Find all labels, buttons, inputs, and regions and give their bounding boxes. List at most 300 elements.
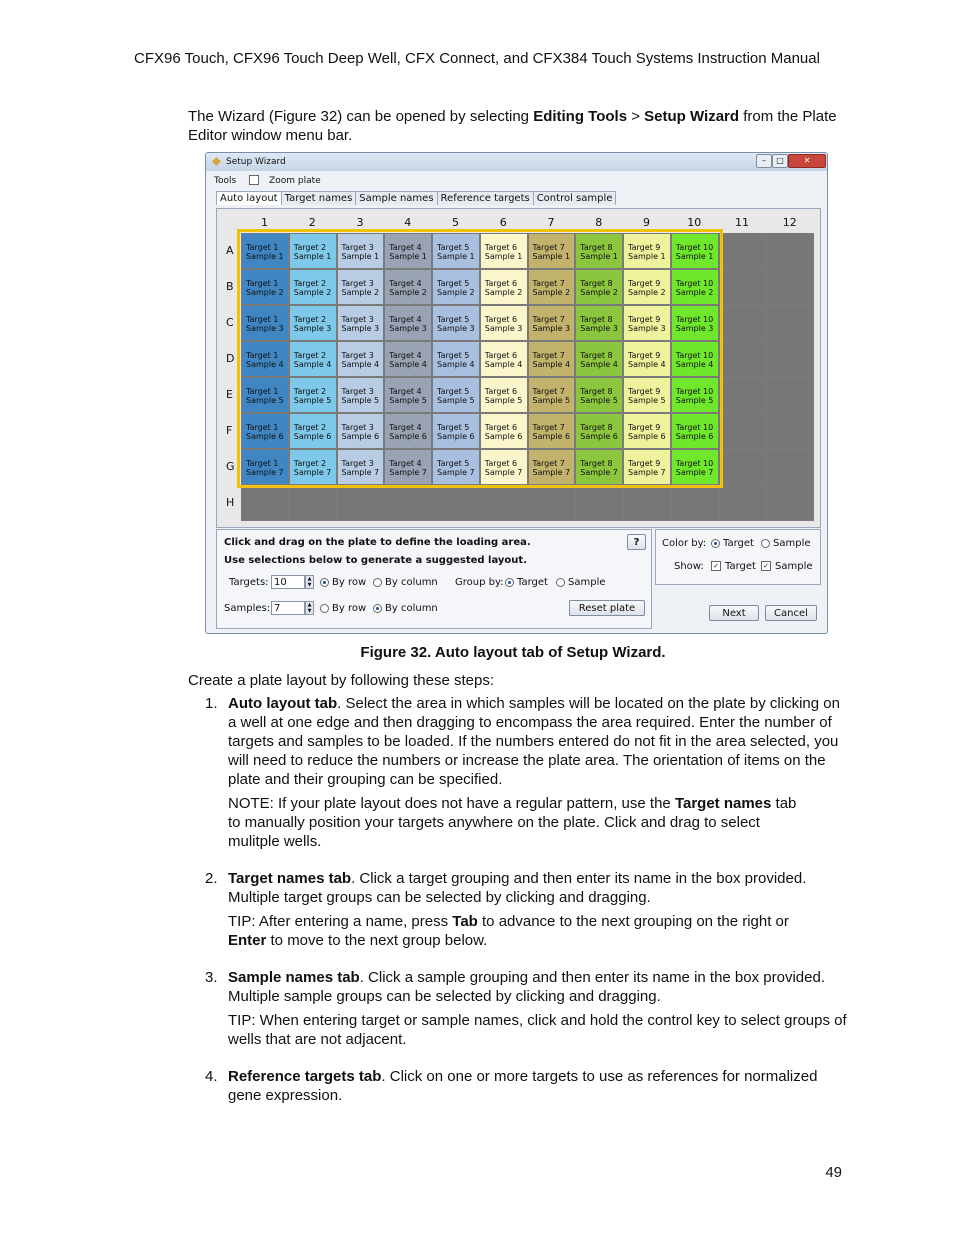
samples-spinner[interactable]: ▲ ▼ xyxy=(305,601,314,615)
plate-well-empty[interactable] xyxy=(529,486,575,520)
plate-well[interactable] xyxy=(672,342,718,376)
step-text xyxy=(228,968,848,1006)
list-item xyxy=(188,869,848,950)
well-sample-label: Sample 7 xyxy=(675,468,714,477)
intro-text: from the Plate Editor window menu bar. xyxy=(188,108,837,144)
plate-well[interactable] xyxy=(672,270,718,304)
well-sample-label: Sample 4 xyxy=(341,360,380,369)
plate-well-empty[interactable] xyxy=(720,270,766,304)
target-label: Target xyxy=(723,538,754,549)
well-target-label: Target 2 xyxy=(293,351,327,360)
well-target-label: Target 6 xyxy=(484,423,518,432)
by-column-label: By column xyxy=(385,577,438,588)
plate-well[interactable] xyxy=(529,414,575,448)
plate-well[interactable] xyxy=(290,270,336,304)
well-target-label: Target 4 xyxy=(389,315,422,324)
well-sample-label: Sample 4 xyxy=(675,360,714,369)
row-header[interactable]: C xyxy=(226,316,234,329)
instruction-line-1: Click and drag on the plate to define the loading area. xyxy=(224,537,531,548)
note-bold: Target names xyxy=(674,795,772,812)
plate-well[interactable] xyxy=(481,306,527,340)
plate-well[interactable] xyxy=(481,378,527,412)
checkbox-checked-icon[interactable]: ✓ xyxy=(711,561,721,571)
row-header[interactable]: G xyxy=(226,460,235,473)
well-target-label: Target 7 xyxy=(532,279,565,288)
well-sample-label: Sample 2 xyxy=(580,288,618,297)
radio-icon[interactable] xyxy=(320,604,329,613)
well-target-label: Target 6 xyxy=(484,459,518,468)
plate-well[interactable] xyxy=(624,234,670,268)
plate-well-empty[interactable] xyxy=(481,486,527,520)
plate-well-empty[interactable] xyxy=(720,450,766,484)
tab-control-sample[interactable]: Control sample xyxy=(533,191,617,205)
well-target-label: Target 5 xyxy=(437,387,470,396)
radio-icon[interactable] xyxy=(373,578,382,587)
checkbox-icon[interactable] xyxy=(249,175,259,185)
sample-label: Sample xyxy=(568,577,606,588)
plate-well[interactable] xyxy=(576,414,622,448)
well-target-label: Target 7 xyxy=(532,315,565,324)
plate-well-empty[interactable] xyxy=(576,486,622,520)
sample-label: Sample xyxy=(775,561,813,572)
column-header[interactable]: 5 xyxy=(452,216,459,229)
tip-text: to advance to the next grouping on the right or xyxy=(477,913,789,930)
minimize-button[interactable]: – xyxy=(756,154,772,168)
well-target-label: Target 10 xyxy=(675,351,714,360)
menu-bar xyxy=(214,175,341,186)
well-sample-label: Sample 7 xyxy=(246,468,284,477)
well-target-label: Target 3 xyxy=(341,387,374,396)
well-sample-label: Sample 4 xyxy=(532,360,571,369)
well-target-label: Target 1 xyxy=(246,459,279,468)
plate-well[interactable] xyxy=(481,234,527,268)
plate-well[interactable] xyxy=(290,450,336,484)
well-target-label: Target 8 xyxy=(580,459,613,468)
radio-selected-icon[interactable] xyxy=(711,539,720,548)
step-tip: TIP: When entering target or sample names, click and hold the control key to select groups of wells that are not adjacent. xyxy=(228,1012,847,1048)
plate-well-empty[interactable] xyxy=(720,342,766,376)
tab-sample-names[interactable]: Sample names xyxy=(355,191,437,205)
radio-icon[interactable] xyxy=(556,578,565,587)
plate-well-empty[interactable] xyxy=(767,378,813,412)
step-title: Reference targets tab xyxy=(228,1068,382,1085)
well-target-label: Target 2 xyxy=(293,315,327,324)
well-sample-label: Sample 2 xyxy=(389,288,427,297)
plate-well[interactable] xyxy=(242,270,288,304)
column-header[interactable]: 11 xyxy=(735,216,749,229)
well-sample-label: Sample 6 xyxy=(293,432,332,441)
well-sample-label: Sample 4 xyxy=(246,360,284,369)
note-text: tab to manually position your targets anywhere on the plate. Click and drag to select mulitple wells. xyxy=(228,795,797,850)
well-sample-label: Sample 3 xyxy=(437,324,475,333)
well-sample-label: Sample 6 xyxy=(580,432,618,441)
show-label: Show: xyxy=(674,561,704,572)
tab-reference-targets[interactable]: Reference targets xyxy=(437,191,534,205)
well-sample-label: Sample 1 xyxy=(532,252,571,261)
plate-well[interactable] xyxy=(576,450,622,484)
well-sample-label: Sample 7 xyxy=(341,468,380,477)
zoom-plate-checkbox[interactable] xyxy=(249,176,331,186)
plate-well-empty[interactable] xyxy=(767,450,813,484)
intro-bold-editing-tools: Editing Tools xyxy=(533,108,628,125)
well-target-label: Target 8 xyxy=(580,423,613,432)
well-sample-label: Sample 7 xyxy=(437,468,475,477)
plate-well[interactable] xyxy=(385,378,431,412)
well-target-label: Target 2 xyxy=(293,243,327,252)
plate-well[interactable] xyxy=(242,342,288,376)
plate-well[interactable] xyxy=(529,234,575,268)
well-target-label: Target 10 xyxy=(675,387,714,396)
note-text: NOTE: If your plate layout does not have a regular pattern, use the xyxy=(228,795,675,812)
well-sample-label: Sample 1 xyxy=(246,252,284,261)
well-target-label: Target 9 xyxy=(628,279,661,288)
plate-well[interactable] xyxy=(481,270,527,304)
well-sample-label: Sample 7 xyxy=(484,468,523,477)
plate-well[interactable] xyxy=(672,306,718,340)
menu-tools[interactable]: Tools xyxy=(214,175,237,186)
radio-icon[interactable] xyxy=(761,539,770,548)
plate-well[interactable] xyxy=(338,450,384,484)
row-header[interactable]: D xyxy=(226,352,235,365)
samples-label: Samples: xyxy=(224,603,271,614)
page-number: 49 xyxy=(825,1164,842,1181)
well-target-label: Target 10 xyxy=(675,243,714,252)
well-target-label: Target 10 xyxy=(675,279,714,288)
column-header[interactable]: 12 xyxy=(782,216,797,229)
samples-input[interactable]: 7 xyxy=(271,601,305,615)
well-sample-label: Sample 1 xyxy=(293,252,332,261)
well-sample-label: Sample 6 xyxy=(532,432,571,441)
well-sample-label: Sample 6 xyxy=(437,432,475,441)
plate-well[interactable] xyxy=(433,234,479,268)
column-header[interactable]: 6 xyxy=(499,216,507,229)
well-target-label: Target 4 xyxy=(389,459,422,468)
by-column-label: By column xyxy=(385,603,438,614)
step-title: Sample names tab xyxy=(228,969,360,986)
well-target-label: Target 1 xyxy=(246,423,279,432)
well-sample-label: Sample 1 xyxy=(341,252,380,261)
group-by-target-radio[interactable] xyxy=(505,577,548,588)
plate-well[interactable] xyxy=(433,270,479,304)
next-button[interactable]: Next xyxy=(709,605,759,621)
tab-strip xyxy=(216,191,615,205)
plate-well-empty[interactable] xyxy=(720,234,766,268)
well-target-label: Target 2 xyxy=(293,387,327,396)
tab-target-names[interactable]: Target names xyxy=(281,191,357,205)
well-sample-label: Sample 2 xyxy=(341,288,380,297)
samples-by-column-radio[interactable] xyxy=(373,603,438,614)
plate-well[interactable] xyxy=(672,234,718,268)
targets-input[interactable]: 10 xyxy=(271,575,305,589)
display-options-panel xyxy=(655,529,821,585)
well-target-label: Target 4 xyxy=(389,243,422,252)
plate-well[interactable] xyxy=(385,306,431,340)
plate-well[interactable] xyxy=(576,306,622,340)
plate-well[interactable] xyxy=(338,342,384,376)
radio-selected-icon[interactable] xyxy=(373,604,382,613)
targets-label: Targets: xyxy=(229,577,269,588)
plate-well[interactable] xyxy=(433,414,479,448)
column-header[interactable]: 8 xyxy=(595,216,603,229)
column-header[interactable]: 2 xyxy=(308,216,316,229)
plate-well[interactable] xyxy=(338,234,384,268)
plate-well[interactable] xyxy=(242,378,288,412)
well-sample-label: Sample 5 xyxy=(532,396,571,405)
plate-well[interactable] xyxy=(624,450,670,484)
plate-well-empty[interactable] xyxy=(767,486,813,520)
target-label: Target xyxy=(725,561,756,572)
plate-well[interactable] xyxy=(672,378,718,412)
plate-well[interactable] xyxy=(576,270,622,304)
plate-well-empty[interactable] xyxy=(338,486,384,520)
plate-well[interactable] xyxy=(338,270,384,304)
well-target-label: Target 5 xyxy=(437,279,470,288)
plate-well[interactable] xyxy=(576,234,622,268)
setup-wizard-window xyxy=(205,152,828,634)
step-note xyxy=(228,794,803,851)
plate-well[interactable] xyxy=(529,306,575,340)
cancel-button[interactable]: Cancel xyxy=(765,605,817,621)
plate-well[interactable] xyxy=(385,234,431,268)
plate-well-empty[interactable] xyxy=(624,486,670,520)
plate-well-empty[interactable] xyxy=(385,486,431,520)
checkbox-checked-icon[interactable]: ✓ xyxy=(761,561,771,571)
show-sample-checkbox[interactable] xyxy=(761,561,813,572)
plate-well-empty[interactable] xyxy=(720,486,766,520)
well-target-label: Target 8 xyxy=(580,351,613,360)
row-header[interactable]: B xyxy=(226,280,234,293)
well-target-label: Target 10 xyxy=(675,423,714,432)
plate-well[interactable] xyxy=(290,306,336,340)
well-target-label: Target 6 xyxy=(484,387,518,396)
well-target-label: Target 5 xyxy=(437,423,470,432)
well-sample-label: Sample 4 xyxy=(389,360,427,369)
plate-well-empty[interactable] xyxy=(720,378,766,412)
list-item xyxy=(188,1067,848,1105)
plate-well[interactable] xyxy=(242,414,288,448)
well-sample-label: Sample 3 xyxy=(532,324,571,333)
color-by-sample-radio[interactable] xyxy=(761,538,811,549)
radio-selected-icon[interactable] xyxy=(505,578,514,587)
plate-well[interactable] xyxy=(624,414,670,448)
plate-well-empty[interactable] xyxy=(767,306,813,340)
plate-well[interactable] xyxy=(433,378,479,412)
well-sample-label: Sample 2 xyxy=(484,288,523,297)
group-by-sample-radio[interactable] xyxy=(556,577,606,588)
plate-well[interactable] xyxy=(672,414,718,448)
well-target-label: Target 8 xyxy=(580,243,613,252)
show-target-checkbox[interactable] xyxy=(711,561,756,572)
plate-well[interactable] xyxy=(338,306,384,340)
column-header[interactable]: 4 xyxy=(404,216,412,229)
color-by-target-radio[interactable] xyxy=(711,538,754,549)
plate-well-empty[interactable] xyxy=(720,414,766,448)
plate-well[interactable] xyxy=(338,414,384,448)
color-by-label: Color by: xyxy=(662,538,707,549)
plate-well[interactable] xyxy=(433,342,479,376)
plate-well-empty[interactable] xyxy=(433,486,479,520)
plate-well[interactable] xyxy=(433,450,479,484)
list-item xyxy=(188,694,848,851)
target-label: Target xyxy=(517,577,548,588)
plate-well[interactable] xyxy=(433,306,479,340)
plate-well[interactable] xyxy=(385,450,431,484)
samples-by-row-radio[interactable] xyxy=(320,603,366,614)
row-header[interactable]: H xyxy=(226,496,235,509)
step-number: 2. xyxy=(205,870,218,887)
plate-well[interactable] xyxy=(242,306,288,340)
well-target-label: Target 7 xyxy=(532,387,565,396)
well-sample-label: Sample 3 xyxy=(389,324,427,333)
column-header[interactable]: 9 xyxy=(643,216,650,229)
well-sample-label: Sample 5 xyxy=(580,396,618,405)
well-target-label: Target 4 xyxy=(389,279,422,288)
title-bar xyxy=(206,153,827,171)
column-header[interactable]: 3 xyxy=(356,216,364,229)
plate-well-empty[interactable] xyxy=(767,342,813,376)
plate-well[interactable] xyxy=(385,342,431,376)
well-sample-label: Sample 5 xyxy=(389,396,427,405)
well-sample-label: Sample 7 xyxy=(628,468,666,477)
plate-well[interactable] xyxy=(290,234,336,268)
plate-well[interactable] xyxy=(385,414,431,448)
well-target-label: Target 3 xyxy=(341,279,374,288)
plate-well[interactable] xyxy=(672,450,718,484)
well-target-label: Target 5 xyxy=(437,243,470,252)
intro-bold-setup-wizard: Setup Wizard xyxy=(644,108,740,125)
plate-well[interactable] xyxy=(624,270,670,304)
well-target-label: Target 7 xyxy=(532,243,565,252)
well-target-label: Target 9 xyxy=(628,351,661,360)
step-number: 3. xyxy=(205,969,218,986)
plate-well[interactable] xyxy=(290,342,336,376)
plate-well-empty[interactable] xyxy=(720,306,766,340)
plate-well[interactable] xyxy=(529,450,575,484)
reset-plate-button[interactable]: Reset plate xyxy=(569,600,645,616)
step-title: Auto layout tab xyxy=(228,695,338,712)
plate-well[interactable] xyxy=(242,234,288,268)
targets-by-row-radio[interactable] xyxy=(320,577,366,588)
row-header[interactable]: A xyxy=(226,244,234,257)
step-body: . Click a sample grouping and then enter its name in the box provided. Multiple sample groups can be selected by clicking and dragging. xyxy=(228,969,825,1005)
group-by-label: Group by: xyxy=(455,577,504,588)
plate-well[interactable] xyxy=(481,414,527,448)
plate-well[interactable] xyxy=(338,378,384,412)
well-target-label: Target 4 xyxy=(389,387,422,396)
tab-auto-layout[interactable]: Auto layout xyxy=(216,191,282,205)
plate-well[interactable] xyxy=(624,306,670,340)
well-target-label: Target 7 xyxy=(532,459,565,468)
figure-caption: Figure 32. Auto layout tab of Setup Wizard. xyxy=(360,644,666,661)
column-header[interactable]: 10 xyxy=(687,216,702,229)
step-body: . Select the area in which samples will be located on the plate by clicking on a well at one edge and then dragging to encompass the area required. Enter the number of targets and samples to be loaded. If the numbers entered do not fit in the area selected, you will need to reduce the numbers or increase the plate area. The orientation of items on the plate and their grouping can be specified. xyxy=(228,695,840,788)
well-target-label: Target 9 xyxy=(628,243,661,252)
by-row-label: By row xyxy=(332,577,367,588)
plate-well[interactable] xyxy=(481,450,527,484)
well-sample-label: Sample 5 xyxy=(341,396,380,405)
plate-well[interactable] xyxy=(529,378,575,412)
tip-text: to move to the next group below. xyxy=(266,932,488,949)
well-target-label: Target 3 xyxy=(341,459,374,468)
steps-intro: Create a plate layout by following these steps: xyxy=(188,672,495,689)
step-number: 4. xyxy=(205,1068,218,1085)
plate-well[interactable] xyxy=(624,378,670,412)
plate-well-empty[interactable] xyxy=(290,486,336,520)
well-target-label: Target 1 xyxy=(246,243,279,252)
well-sample-label: Sample 5 xyxy=(628,396,666,405)
plate-well[interactable] xyxy=(576,378,622,412)
well-sample-label: Sample 5 xyxy=(675,396,714,405)
column-header[interactable]: 1 xyxy=(261,216,268,229)
well-sample-label: Sample 7 xyxy=(389,468,427,477)
well-target-label: Target 9 xyxy=(628,423,661,432)
step-text xyxy=(228,694,848,789)
radio-selected-icon[interactable] xyxy=(320,578,329,587)
row-header[interactable]: E xyxy=(226,388,233,401)
well-target-label: Target 5 xyxy=(437,459,470,468)
tip-bold: Enter xyxy=(228,932,267,949)
tip-text: TIP: After entering a name, press xyxy=(228,913,453,930)
well-target-label: Target 1 xyxy=(246,387,279,396)
maximize-button[interactable]: □ xyxy=(772,154,788,168)
plate-well[interactable] xyxy=(624,342,670,376)
plate-well[interactable] xyxy=(529,270,575,304)
plate-well[interactable] xyxy=(529,342,575,376)
well-sample-label: Sample 5 xyxy=(246,396,284,405)
help-button[interactable]: ? xyxy=(627,534,646,550)
well-sample-label: Sample 5 xyxy=(484,396,523,405)
well-target-label: Target 1 xyxy=(246,279,279,288)
wizard-app-icon xyxy=(212,157,221,166)
plate-wells[interactable] xyxy=(241,233,814,521)
plate-well[interactable] xyxy=(385,270,431,304)
plate-well[interactable] xyxy=(290,414,336,448)
plate-well[interactable] xyxy=(242,450,288,484)
well-sample-label: Sample 1 xyxy=(484,252,523,261)
plate-grid-panel xyxy=(216,208,821,528)
well-sample-label: Sample 4 xyxy=(628,360,666,369)
well-sample-label: Sample 6 xyxy=(675,432,714,441)
step-text xyxy=(228,1067,848,1105)
plate-well-empty[interactable] xyxy=(672,486,718,520)
plate-well-empty[interactable] xyxy=(242,486,288,520)
step-body: . Click on one or more targets to use as references for normalized gene expression. xyxy=(228,1068,818,1104)
targets-spinner[interactable]: ▲ ▼ xyxy=(305,575,314,589)
intro-text: The Wizard (Figure 32) can be opened by selecting xyxy=(188,108,534,125)
targets-by-column-radio[interactable] xyxy=(373,577,438,588)
column-header[interactable]: 7 xyxy=(547,216,555,229)
well-sample-label: Sample 3 xyxy=(628,324,666,333)
plate-well[interactable] xyxy=(481,342,527,376)
plate-well[interactable] xyxy=(576,342,622,376)
plate-well-empty[interactable] xyxy=(767,270,813,304)
well-target-label: Target 2 xyxy=(293,423,327,432)
plate-well-empty[interactable] xyxy=(767,414,813,448)
well-target-label: Target 3 xyxy=(341,351,374,360)
intro-text: > xyxy=(627,108,645,125)
well-target-label: Target 1 xyxy=(246,315,279,324)
well-sample-label: Sample 7 xyxy=(293,468,332,477)
well-sample-label: Sample 3 xyxy=(580,324,618,333)
sample-label: Sample xyxy=(773,538,811,549)
close-button[interactable]: ✕ xyxy=(788,154,826,168)
row-header[interactable]: F xyxy=(226,424,233,437)
plate-well[interactable] xyxy=(290,378,336,412)
plate-well-empty[interactable] xyxy=(767,234,813,268)
well-sample-label: Sample 6 xyxy=(389,432,427,441)
well-sample-label: Sample 1 xyxy=(437,252,475,261)
well-target-label: Target 8 xyxy=(580,315,613,324)
